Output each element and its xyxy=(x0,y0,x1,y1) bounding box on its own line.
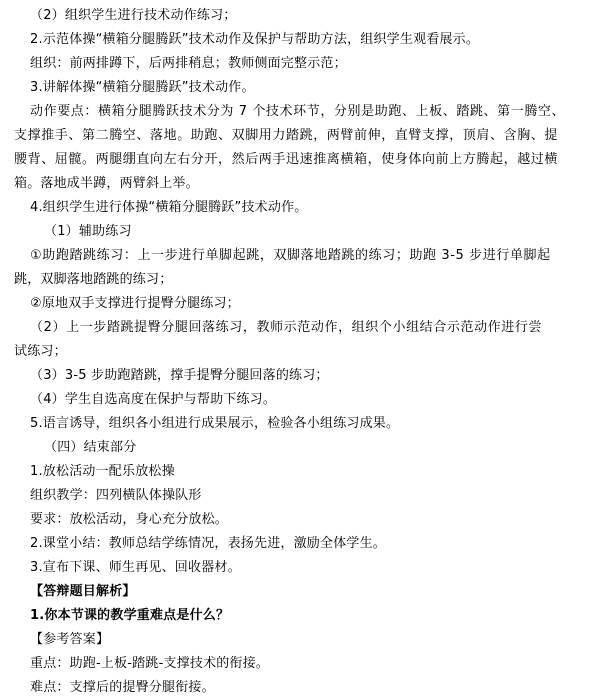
text-line: 2.示范体操“横箱分腿腾跃”技术动作及保护与帮助方法，组织学生观看展示。 xyxy=(30,32,480,47)
text-line: 1.放松活动一配乐放松操 xyxy=(30,464,175,479)
text-line: （1）辅助练习 xyxy=(44,224,132,239)
section-heading: （四）结束部分 xyxy=(44,440,137,455)
text-line: 箱。落地成半蹲，两臂斜上举。 xyxy=(14,176,199,191)
text-line: 腰背、屈髋。两腿绷直向左右分开，然后两手迅速推离横箱，使身体向前上方腾起，越过横 xyxy=(14,152,559,167)
text-line: （2）上一步踏跳提臀分腿回落练习，教师示范动作，组织个小组结合示范动作进行尝 xyxy=(30,320,543,335)
text-line: 组织：前两排蹲下，后两排稍息；教师侧面完整示范； xyxy=(30,56,347,71)
text-line: 支撑推手、第二腾空、落地。助跑、双脚用力踏跳，两臂前伸，直臂支撑，顶肩、含胸、提 xyxy=(14,128,559,143)
answer-section-heading: 【答辩题目解析】 xyxy=(30,584,136,599)
text-line: （3）3-5 步助跑踏跳，撑手提臀分腿回落的练习； xyxy=(30,368,329,383)
text-line: 动作要点：横箱分腿腾跃技术分为 7 个技术环节，分别是助跑、上板、踏跳、第一腾空、 xyxy=(30,104,566,119)
text-line: 3.宣布下课、师生再见、回收器材。 xyxy=(30,560,241,575)
question-line: 1.你本节课的教学重难点是什么？ xyxy=(30,608,230,623)
text-line: （2）组织学生进行技术动作练习； xyxy=(30,8,237,23)
text-line: 3.讲解体操“横箱分腿腾跃”技术动作。 xyxy=(30,80,255,95)
text-line: 要求：放松活动，身心充分放松。 xyxy=(30,512,229,527)
text-line: 5.语言诱导，组织各小组进行成果展示，检验各小组练习成果。 xyxy=(30,416,400,431)
text-line: 试练习； xyxy=(14,344,67,359)
text-line: ①助跑踏跳练习：上一步进行单脚起跳，双脚落地踏跳的练习；助跑 3-5 步进行单脚起 xyxy=(30,248,551,263)
text-line: 跳，双脚落地踏跳的练习； xyxy=(14,272,173,287)
reference-answer-heading: 【参考答案】 xyxy=(30,632,110,647)
difficulty-line: 难点：支撑后的提臀分腿衔接。 xyxy=(30,680,215,695)
text-line: 2.课堂小结：教师总结学练情况，表扬先进，激励全体学生。 xyxy=(30,536,387,551)
text-line: 组织教学：四列横队体操队形 xyxy=(30,488,202,503)
text-line: ②原地双手支撑进行提臀分腿练习； xyxy=(30,296,240,311)
text-line: （4）学生自选高度在保护与帮助下练习。 xyxy=(30,392,277,407)
key-point-line: 重点：助跑-上板-踏跳-支撑技术的衔接。 xyxy=(30,656,270,671)
text-line: 4.组织学生进行体操“横箱分腿腾跃”技术动作。 xyxy=(30,200,308,215)
